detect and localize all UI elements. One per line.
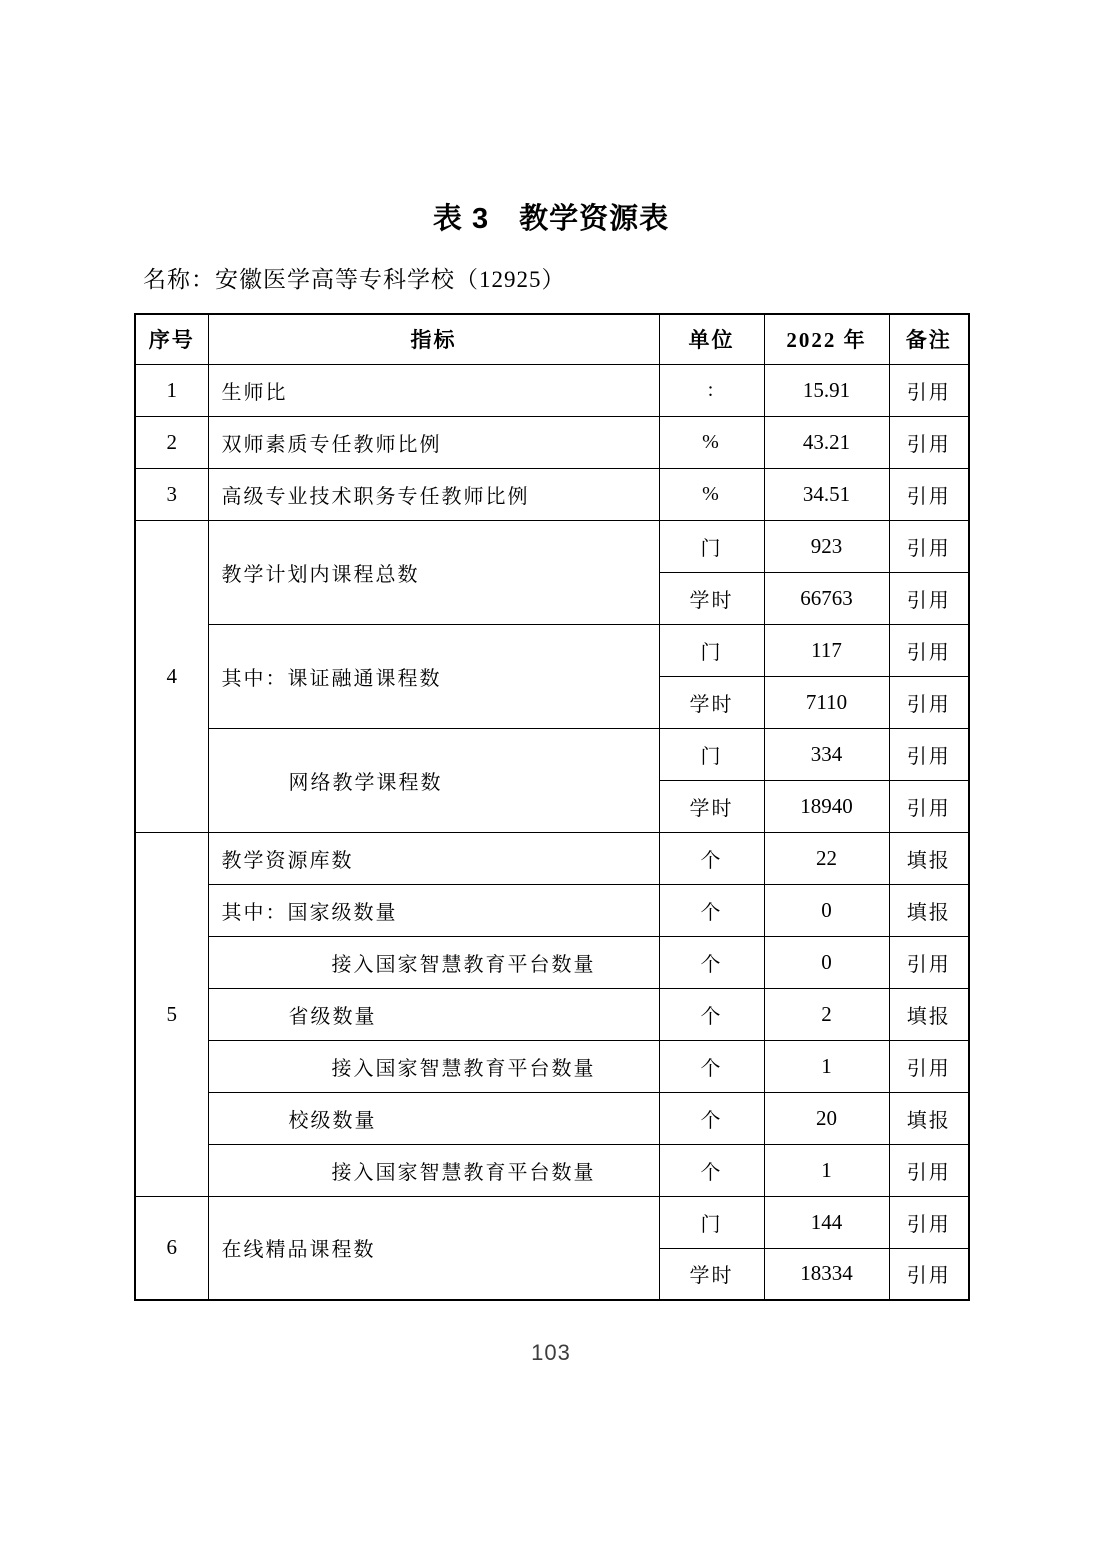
indicator-cell: 其中：国家级数量 <box>208 884 659 936</box>
value-cell: 117 <box>764 624 889 676</box>
value-cell: 15.91 <box>764 364 889 416</box>
teaching-resources-table <box>134 313 970 1301</box>
indicator-cell: 生师比 <box>208 364 659 416</box>
value-cell: 1 <box>764 1040 889 1092</box>
value-cell: 43.21 <box>764 416 889 468</box>
table-row <box>135 468 969 520</box>
header-seq: 序号 <box>135 314 208 364</box>
note-cell: 引用 <box>889 936 969 988</box>
value-cell: 144 <box>764 1196 889 1248</box>
note-cell: 引用 <box>889 520 969 572</box>
indicator-cell: 接入国家智慧教育平台数量 <box>208 1144 659 1196</box>
note-cell: 引用 <box>889 468 969 520</box>
unit-cell: 门 <box>659 624 764 676</box>
value-cell: 7110 <box>764 676 889 728</box>
value-cell: 0 <box>764 884 889 936</box>
indicator-cell: 双师素质专任教师比例 <box>208 416 659 468</box>
value-cell: 34.51 <box>764 468 889 520</box>
indicator-cell: 在线精品课程数 <box>208 1196 659 1300</box>
note-cell: 引用 <box>889 1248 969 1300</box>
table-row <box>135 832 969 884</box>
seq-cell: 3 <box>135 468 208 520</box>
note-cell: 引用 <box>889 1040 969 1092</box>
table-row <box>135 1092 969 1144</box>
indicator-cell: 接入国家智慧教育平台数量 <box>208 1040 659 1092</box>
page-title: 表 3 教学资源表 <box>432 203 670 235</box>
note-cell: 引用 <box>889 780 969 832</box>
unit-cell: 门 <box>659 1196 764 1248</box>
unit-cell: 个 <box>659 988 764 1040</box>
note-cell: 引用 <box>889 364 969 416</box>
indicator-cell: 教学资源库数 <box>208 832 659 884</box>
value-cell: 923 <box>764 520 889 572</box>
unit-cell: 个 <box>659 1092 764 1144</box>
page-number: 103 <box>531 1340 571 1365</box>
table-row <box>135 624 969 676</box>
note-cell: 填报 <box>889 884 969 936</box>
table-row <box>135 936 969 988</box>
indicator-cell: 其中：课证融通课程数 <box>208 624 659 728</box>
note-cell: 填报 <box>889 1092 969 1144</box>
unit-cell: 学时 <box>659 572 764 624</box>
header-note: 备注 <box>889 314 969 364</box>
unit-cell: % <box>659 416 764 468</box>
seq-cell: 6 <box>135 1196 208 1300</box>
table-row <box>135 884 969 936</box>
indicator-cell: 教学计划内课程总数 <box>208 520 659 624</box>
seq-cell: 1 <box>135 364 208 416</box>
unit-cell: 个 <box>659 1144 764 1196</box>
value-cell: 66763 <box>764 572 889 624</box>
school-name: 名称：安徽医学高等专科学校（12925） <box>143 267 566 292</box>
table-row <box>135 416 969 468</box>
value-cell: 18940 <box>764 780 889 832</box>
table-row <box>135 728 969 780</box>
value-cell: 2 <box>764 988 889 1040</box>
note-cell: 引用 <box>889 676 969 728</box>
unit-cell: 门 <box>659 728 764 780</box>
value-cell: 20 <box>764 1092 889 1144</box>
unit-cell: 学时 <box>659 1248 764 1300</box>
table-row <box>135 1040 969 1092</box>
value-cell: 22 <box>764 832 889 884</box>
value-cell: 18334 <box>764 1248 889 1300</box>
seq-cell: 4 <box>135 520 208 832</box>
unit-cell: % <box>659 468 764 520</box>
table-row <box>135 988 969 1040</box>
header-indicator: 指标 <box>208 314 659 364</box>
indicator-cell: 校级数量 <box>208 1092 659 1144</box>
table-row <box>135 520 969 572</box>
seq-cell: 2 <box>135 416 208 468</box>
table-row <box>135 1144 969 1196</box>
note-cell: 引用 <box>889 1144 969 1196</box>
unit-cell: : <box>659 364 764 416</box>
value-cell: 334 <box>764 728 889 780</box>
note-cell: 填报 <box>889 988 969 1040</box>
note-cell: 引用 <box>889 728 969 780</box>
unit-cell: 门 <box>659 520 764 572</box>
note-cell: 引用 <box>889 572 969 624</box>
note-cell: 填报 <box>889 832 969 884</box>
value-cell: 1 <box>764 1144 889 1196</box>
note-cell: 引用 <box>889 1196 969 1248</box>
unit-cell: 个 <box>659 1040 764 1092</box>
table-row <box>135 364 969 416</box>
unit-cell: 个 <box>659 884 764 936</box>
indicator-cell: 省级数量 <box>208 988 659 1040</box>
unit-cell: 个 <box>659 832 764 884</box>
header-unit: 单位 <box>659 314 764 364</box>
header-year: 2022 年 <box>764 314 889 364</box>
indicator-cell: 高级专业技术职务专任教师比例 <box>208 468 659 520</box>
unit-cell: 学时 <box>659 676 764 728</box>
unit-cell: 个 <box>659 936 764 988</box>
indicator-cell: 网络教学课程数 <box>208 728 659 832</box>
table-row <box>135 1196 969 1248</box>
unit-cell: 学时 <box>659 780 764 832</box>
note-cell: 引用 <box>889 416 969 468</box>
value-cell: 0 <box>764 936 889 988</box>
seq-cell: 5 <box>135 832 208 1196</box>
header-row <box>135 314 969 364</box>
indicator-cell: 接入国家智慧教育平台数量 <box>208 936 659 988</box>
note-cell: 引用 <box>889 624 969 676</box>
